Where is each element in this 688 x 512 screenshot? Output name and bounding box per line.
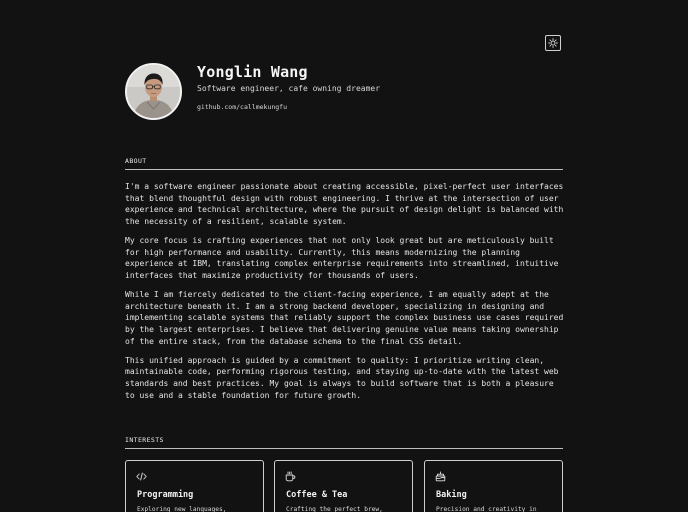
interest-title: Baking <box>436 490 467 500</box>
code-icon <box>136 471 147 482</box>
coffee-cup-icon <box>285 471 296 482</box>
interest-description: Precision and creativity in <box>436 506 537 512</box>
interest-title: Programming <box>137 490 194 500</box>
about-divider <box>125 169 563 170</box>
profile-tagline: Software engineer, cafe owning dreamer <box>197 84 381 93</box>
theme-toggle-button[interactable] <box>545 35 561 51</box>
interest-card-coffee <box>274 460 413 512</box>
profile-name: Yonglin Wang <box>197 63 308 81</box>
interest-description: Exploring new languages, <box>137 506 227 512</box>
sun-icon <box>548 38 558 48</box>
interests-divider <box>125 448 563 449</box>
interest-title: Coffee & Tea <box>286 490 348 500</box>
about-heading: ABOUT <box>125 157 147 165</box>
interest-card-programming <box>125 460 264 512</box>
about-paragraph: This unified approach is guided by a commitment to quality: I prioritize writing clean, maintainable code, performing rigorous testing, and staying up-to-date with the latest web standards and best practices. My goal is always to build software that is both a pleasure to use and a stable foundation for future growth. <box>125 355 559 400</box>
cake-icon <box>435 471 446 482</box>
profile-photo <box>127 65 180 118</box>
about-paragraph: My core focus is crafting experiences that not only look great but are meticulously built for high performance and usability. Currently, this means modernizing the planning experience at IBM, translating complex enterprise requirements into streamlined, intuitive interfaces that maximize productivity for thousands of users. <box>125 236 559 281</box>
interest-card-baking <box>424 460 563 512</box>
interests-heading: INTERESTS <box>125 436 164 444</box>
interest-description: Crafting the perfect brew, <box>286 506 383 512</box>
about-paragraph: While I am fiercely dedicated to the client-facing experience, I am equally adept at the architecture beneath it. I am a strong backend developer, specializing in designing and implementing scalable systems that reliably support the complex business use cases required by the largest enterprises. I believe that delivering genuine value means taking ownership of the entire stack, from the database schema to the final CSS detail. <box>125 290 564 346</box>
about-paragraph: I'm a software engineer passionate about creating accessible, pixel-perfect user interfaces that blend thoughtful design with robust engineering. I thrive at the intersection of user experience and technical architecture, where the pursuit of design delight is balanced with the necessity of a resilient, scalable system. <box>125 182 564 227</box>
avatar <box>125 63 182 120</box>
about-body <box>125 181 565 409</box>
github-link[interactable]: github.com/callmekungfu <box>197 103 288 111</box>
